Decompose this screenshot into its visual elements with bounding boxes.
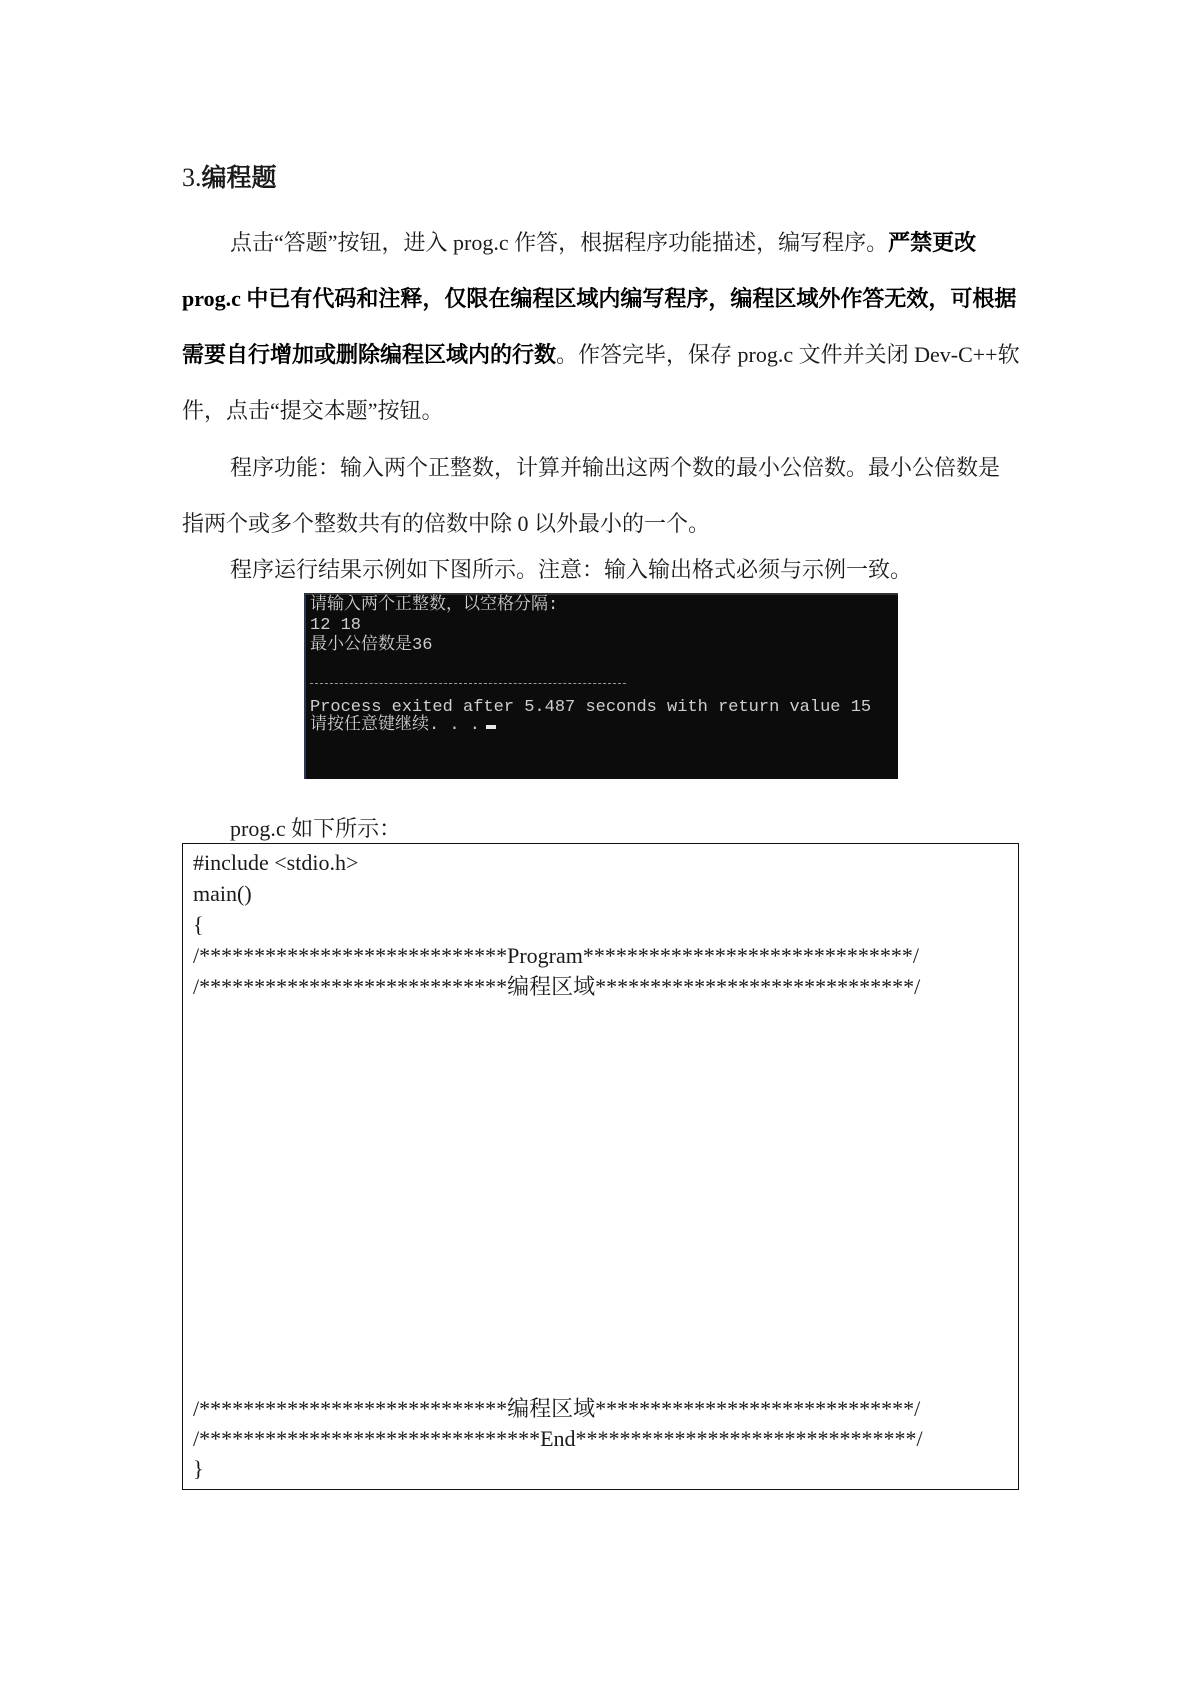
code-listing-box [182, 843, 1019, 1490]
code-comment-end: /*******************************End*******************************/ [193, 1426, 923, 1451]
code-line: main() [193, 881, 252, 906]
console-output-screenshot [304, 593, 898, 779]
code-comment-region-end: /****************************编程区域*****************************/ [193, 1396, 921, 1421]
code-comment-program: /****************************Program******************************/ [193, 943, 919, 968]
instruction-text: 点击“答题”按钮，进入 prog.c 作答，根据程序功能描述，编写程序。 [230, 230, 889, 255]
code-caption: prog.c 如下所示： [230, 816, 402, 841]
program-function-paragraph: 程序功能：输入两个正整数，计算并输出这两个数的最小公倍数。最小公倍数是指两个或多个整数共有的倍数中除 0 以外最小的一个。 [182, 455, 1001, 536]
instruction-warning-bold: 严禁更改 prog.c 中已有代码和注释，仅限在编程区域内编写程序，编程区域外作答无效，可根据需要自行增加或删除编程区域内的行数 [182, 230, 1017, 367]
example-note-paragraph: 程序运行结果示例如下图所示。注意：输入输出格式必须与示例一致。 [230, 557, 913, 582]
section-number: 3. [182, 163, 202, 192]
console-line: 请输入两个正整数，以空格分隔: [310, 596, 559, 615]
code-line: } [193, 1456, 204, 1481]
console-prompt-text: 请按任意键继续. . . [310, 716, 481, 735]
console-exit-message: Process exited after 5.487 seconds with return value 15 [310, 698, 872, 717]
instruction-text-cont: 。作答完毕，保存 prog.c 文件并关闭 Dev-C++软件，点击“提交本题”按钮。 [182, 342, 1020, 423]
cursor-icon [486, 725, 496, 729]
code-line: #include <stdio.h> [193, 850, 359, 875]
code-comment-region-start: /****************************编程区域*****************************/ [193, 974, 921, 999]
code-line: { [193, 912, 204, 937]
console-continue-prompt [310, 717, 496, 735]
section-title: 编程题 [201, 163, 277, 192]
console-separator [310, 683, 626, 684]
instruction-paragraph [182, 215, 1020, 439]
console-line: 最小公倍数是36 [310, 636, 433, 655]
section-heading [182, 158, 277, 194]
console-line: 12 18 [310, 616, 362, 635]
